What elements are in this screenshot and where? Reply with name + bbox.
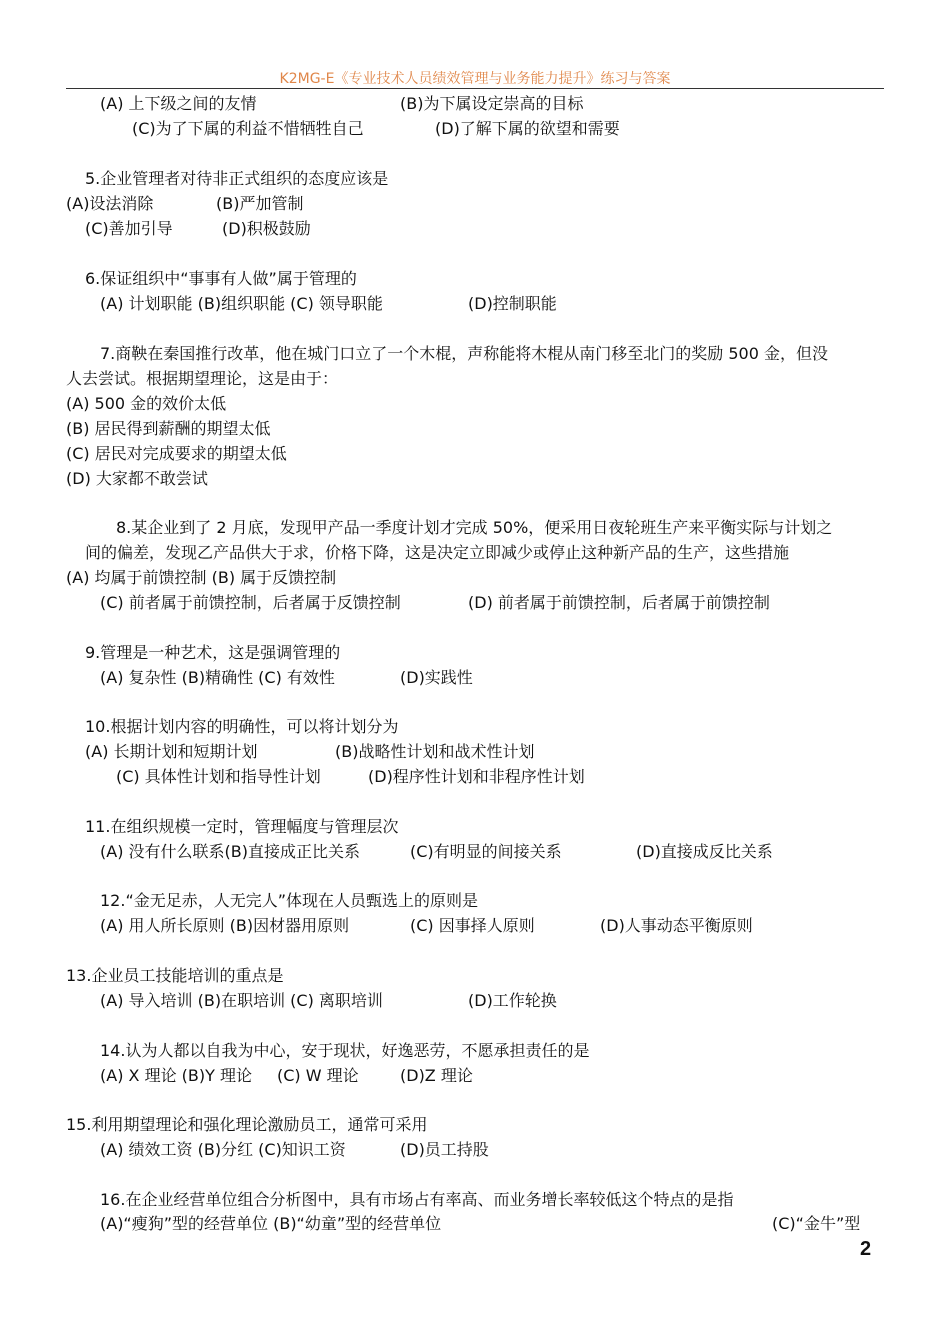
- q11-question: 11.在组织规模一定时，管理幅度与管理层次: [85, 817, 399, 836]
- q10-question: 10.根据计划内容的明确性，可以将计划分为: [85, 717, 399, 736]
- q8-question-line2: 间的偏差，发现乙产品供大于求，价格下降，这是决定立即减少或停止这种新产品的生产，这些措施: [85, 543, 790, 562]
- q13-option-d: (D)工作轮换: [468, 991, 557, 1010]
- q15-options-abc: (A) 绩效工资 (B)分红 (C)知识工资: [100, 1140, 346, 1159]
- q8-option-d: (D) 前者属于前馈控制，后者属于前馈控制: [468, 593, 770, 612]
- q12-option-d: (D)人事动态平衡原则: [600, 916, 753, 935]
- q6-question: 6.保证组织中“事事有人做”属于管理的: [85, 269, 357, 288]
- q16-options-ab: (A)“瘦狗”型的经营单位 (B)“幼童”型的经营单位: [100, 1214, 442, 1233]
- q7-option-a: (A) 500 金的效价太低: [66, 394, 227, 413]
- q14-option-d: (D)Z 理论: [400, 1066, 473, 1085]
- q9-options-abc: (A) 复杂性 (B)精确性 (C) 有效性: [100, 668, 335, 687]
- q12-options-ab: (A) 用人所长原则 (B)因材器用原则: [100, 916, 350, 935]
- page-header-title: K2MG-E《专业技术人员绩效管理与业务能力提升》练习与答案: [279, 71, 671, 87]
- q4-option-b: (B)为下属设定崇高的目标: [400, 94, 584, 113]
- q10-option-c: (C) 具体性计划和指导性计划: [116, 767, 321, 786]
- q10-option-d: (D)程序性计划和非程序性计划: [368, 767, 585, 786]
- q5-option-d: (D)积极鼓励: [222, 219, 311, 238]
- q7-option-c: (C) 居民对完成要求的期望太低: [66, 444, 287, 463]
- q5-question: 5.企业管理者对待非正式组织的态度应该是: [85, 169, 389, 188]
- q14-options-ab: (A) X 理论 (B)Y 理论: [100, 1066, 252, 1085]
- q5-option-a: (A)设法消除: [66, 194, 154, 213]
- q7-option-d: (D) 大家都不敢尝试: [66, 469, 208, 488]
- q13-question: 13.企业员工技能培训的重点是: [66, 966, 284, 985]
- q11-option-c: (C)有明显的间接关系: [410, 842, 562, 861]
- q11-options-ab: (A) 没有什么联系(B)直接成正比关系: [100, 842, 360, 861]
- q8-option-c: (C) 前者属于前馈控制，后者属于反馈控制: [100, 593, 401, 612]
- q8-options-ab: (A) 均属于前馈控制 (B) 属于反馈控制: [66, 568, 337, 587]
- q12-option-c: (C) 因事择人原则: [410, 916, 535, 935]
- q4-option-d: (D)了解下属的欲望和需要: [435, 119, 620, 138]
- q16-question: 16.在企业经营单位组合分析图中，具有市场占有率高、而业务增长率较低这个特点的是指: [100, 1190, 734, 1209]
- page-number: 2: [860, 1238, 872, 1260]
- q15-question: 15.利用期望理论和强化理论激励员工，通常可采用: [66, 1115, 428, 1134]
- q4-option-c: (C)为了下属的利益不惜牺牲自己: [132, 119, 364, 138]
- q15-option-d: (D)员工持股: [400, 1140, 489, 1159]
- q14-question: 14.认为人都以自我为中心，安于现状，好逸恶劳，不愿承担责任的是: [100, 1041, 590, 1060]
- q10-option-a: (A) 长期计划和短期计划: [85, 742, 258, 761]
- q10-option-b: (B)战略性计划和战术性计划: [335, 742, 535, 761]
- q13-options-abc: (A) 导入培训 (B)在职培训 (C) 离职培训: [100, 991, 383, 1010]
- header-divider: [66, 88, 884, 89]
- q8-question-line1: 8.某企业到了 2 月底，发现甲产品一季度计划才完成 50%，便采用日夜轮班生产来平衡实际与计划之: [116, 518, 833, 537]
- q7-option-b: (B) 居民得到薪酬的期望太低: [66, 419, 271, 438]
- q9-option-d: (D)实践性: [400, 668, 473, 687]
- q16-option-c: (C)“金牛”型: [772, 1214, 861, 1233]
- q7-question-line2: 人去尝试。根据期望理论，这是由于：: [66, 369, 339, 388]
- q5-option-c: (C)善加引导: [85, 219, 173, 238]
- q7-question-line1: 7.商鞅在秦国推行改革，他在城门口立了一个木棍，声称能将木棍从南门移至北门的奖励 500 金，但没: [100, 344, 828, 363]
- q6-options-abc: (A) 计划职能 (B)组织职能 (C) 领导职能: [100, 294, 383, 313]
- q12-question: 12.“金无足赤，人无完人”体现在人员甄选上的原则是: [100, 891, 479, 910]
- q11-option-d: (D)直接成反比关系: [636, 842, 773, 861]
- q9-question: 9.管理是一种艺术，这是强调管理的: [85, 643, 341, 662]
- q5-option-b: (B)严加管制: [216, 194, 304, 213]
- q14-option-c: (C) W 理论: [277, 1066, 359, 1085]
- q6-option-d: (D)控制职能: [468, 294, 557, 313]
- q4-option-a: (A) 上下级之间的友情: [100, 94, 257, 113]
